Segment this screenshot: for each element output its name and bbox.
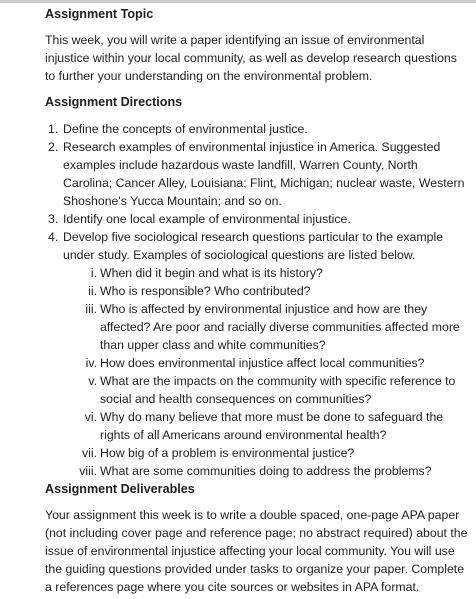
question-text: What are some communities doing to address the problems? <box>100 464 432 478</box>
direction-number: 1. <box>48 122 59 136</box>
direction-text: Define the concepts of environmental justice. <box>63 122 308 136</box>
direction-text: Identify one local example of environmental injustice. <box>63 212 351 226</box>
sociological-questions-list <box>63 264 470 480</box>
question-text: Why do many believe that more must be done to safeguard the rights of all Americans around environmental health? <box>100 410 444 442</box>
direction-number: 2. <box>48 140 59 154</box>
question-text: Who is affected by environmental injustice and how are they affected? Are poor and racially diverse communities affected more than upper class and white communities? <box>100 302 460 352</box>
deliverables-heading: Assignment Deliverables <box>45 482 195 496</box>
question-number: vi. <box>84 410 97 424</box>
direction-number: 4. <box>48 230 59 244</box>
question-text: What are the impacts on the community with specific reference to social and health consequences on communities? <box>100 374 456 406</box>
question-item <box>63 444 470 462</box>
question-number: viii. <box>79 464 97 478</box>
question-number: iv. <box>85 356 97 370</box>
question-text: Who is responsible? Who contributed? <box>100 284 311 298</box>
top-border <box>0 0 476 3</box>
question-item <box>63 354 470 372</box>
question-item <box>63 372 470 408</box>
question-item <box>63 282 470 300</box>
direction-item <box>45 228 470 480</box>
question-text: How big of a problem is environmental justice? <box>100 446 355 460</box>
direction-item <box>45 120 470 138</box>
question-item <box>63 408 470 444</box>
direction-text: Develop five sociological research questions particular to the example under study. Examples of sociological questions are listed below. <box>63 230 444 262</box>
question-number: i. <box>90 266 97 280</box>
topic-heading: Assignment Topic <box>45 7 154 21</box>
question-number: v. <box>88 374 97 388</box>
question-number: vii. <box>81 446 97 460</box>
question-number: ii. <box>88 284 97 298</box>
directions-list <box>45 120 470 480</box>
deliverables-text: Your assignment this week is to write a double spaced, one-page APA paper (not including cover page and reference page; no abstract required) about the issue of environmental injustice affecting your local community. You will use the guiding questions provided under tasks to organize your paper. Complete a references page where you cite sources or websites in APA format. <box>45 508 468 594</box>
direction-text: Research examples of environmental injustice in America. Suggested examples include hazardous waste landfill, Warren County, North Carolina; Cancer Alley, Louisiana; Flint, Michigan; nuclear waste, Western Shoshone's Yucca Mountain; and so on. <box>63 140 465 208</box>
question-item <box>63 264 470 282</box>
direction-number: 3. <box>48 212 59 226</box>
assignment-content <box>45 5 470 596</box>
question-item <box>63 300 470 354</box>
question-text: How does environmental injustice affect local communities? <box>100 356 425 370</box>
question-number: iii. <box>85 302 97 316</box>
question-item <box>63 462 470 480</box>
direction-item <box>45 138 470 210</box>
directions-heading: Assignment Directions <box>45 95 183 109</box>
question-text: When did it begin and what is its history? <box>100 266 323 280</box>
direction-item <box>45 210 470 228</box>
topic-text: This week, you will write a paper identifying an issue of environmental injustice within your local community, as well as develop research questions to further your understanding on the environmental problem. <box>45 33 457 83</box>
